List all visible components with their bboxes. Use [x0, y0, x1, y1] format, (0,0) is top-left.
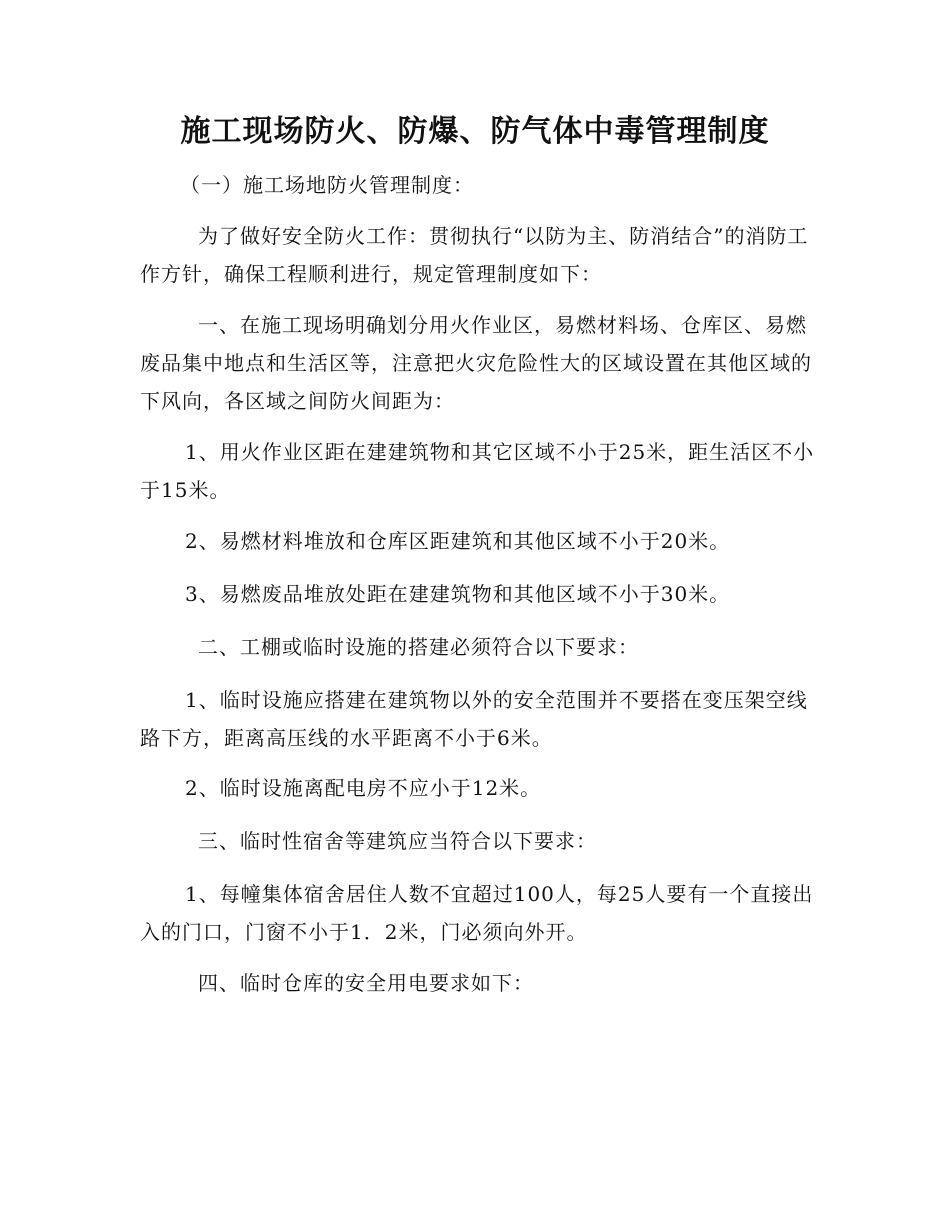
item-1-3: 3、易燃废品堆放处距在建建筑物和其他区域不小于30米。 [185, 582, 731, 606]
item-3-1: 1、每幢集体宿舍居住人数不宜超过100人，每25人要有一个直接出入的门口，门窗不小于1．2米，门必须向外开。 [140, 882, 814, 944]
section-heading: （一）施工场地防火管理制度： [180, 173, 474, 197]
document-title: 施工现场防火、防爆、防气体中毒管理制度 [180, 114, 770, 149]
item-2-heading: 二、工棚或临时设施的搭建必须符合以下要求： [198, 635, 639, 659]
item-4-heading: 四、临时仓库的安全用电要求如下： [198, 971, 534, 995]
item-2-2: 2、临时设施离配电房不应小于12米。 [185, 776, 542, 800]
item-2-1: 1、临时设施应搭建在建筑物以外的安全范围并不要搭在变压架空线路下方，距离高压线的水平距离不小于6米。 [140, 688, 808, 750]
item-3-heading: 三、临时性宿舍等建筑应当符合以下要求： [198, 829, 597, 853]
intro-paragraph: 为了做好安全防火工作：贯彻执行“以防为主、防消结合”的消防工作方针，确保工程顺利进行，规定管理制度如下： [140, 224, 809, 286]
item-1-2: 2、易燃材料堆放和仓库区距建筑和其他区域不小于20米。 [185, 529, 731, 553]
item-1-1: 1、用火作业区距在建建筑物和其它区域不小于25米，距生活区不小于15米。 [140, 440, 815, 502]
item-1-heading: 一、在施工现场明确划分用火作业区，易燃材料场、仓库区、易燃废品集中地点和生活区等，注意把火灾危险性大的区域设置在其他区域的下风向，各区域之间防火间距为： [140, 313, 812, 413]
